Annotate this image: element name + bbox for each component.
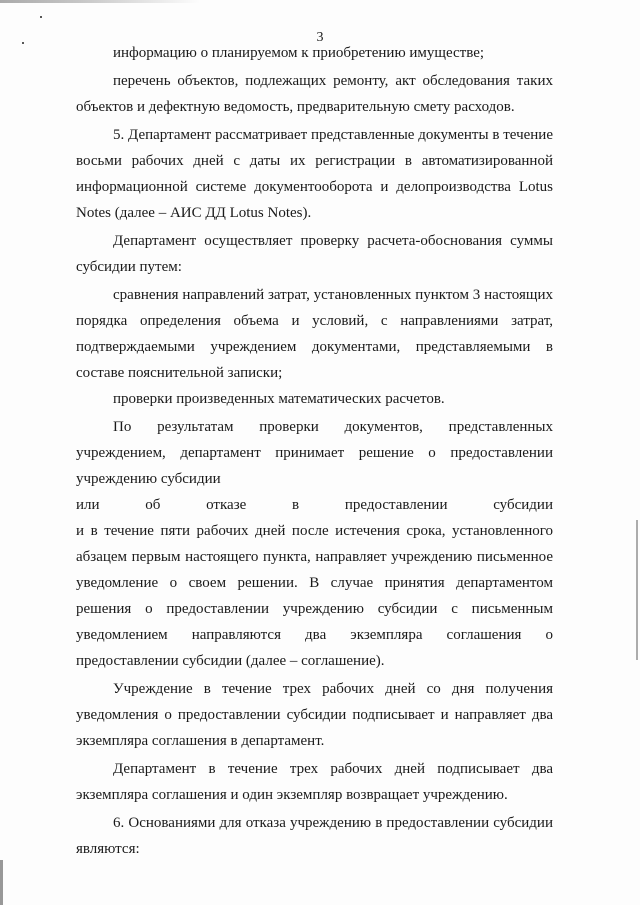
scan-artifact-right <box>636 520 638 660</box>
paragraph: Учреждение в течение трех рабочих дней со дня получения уведомления о предоставлении субсидии подписывает и направляет два экземпляра соглашения в департамент. <box>76 681 553 749</box>
paragraph: информацию о планируемом к приобретению имуществе; <box>113 45 485 61</box>
document-body <box>76 40 553 862</box>
word: об <box>145 497 161 513</box>
spread-text-line <box>76 492 553 518</box>
paragraph: По результатам проверки документов, представленных учреждением, департамент принимает решение о предоставлении учреждению субсидии <box>76 419 553 487</box>
word: предоставлении <box>344 497 448 513</box>
paragraph: и в течение пяти рабочих дней после истечения срока, установленного абзацем первым настоящего пункта, направляет учреждению письменное уведомление о своем решении. В случае принятия департаментом решения о предоставлении учреждению субсидии с письменным уведомлением направляются два экземпляра соглашения о предоставлении субсидии (далее – соглашение). <box>76 523 553 669</box>
paragraph: перечень объектов, подлежащих ремонту, акт обследования таких объектов и дефектную ведомость, предварительную смету расходов. <box>76 73 553 115</box>
scan-speck <box>40 16 42 18</box>
word: отказе <box>206 497 247 513</box>
word: субсидии <box>493 497 553 513</box>
word: или <box>76 497 100 513</box>
page-number: 3 <box>316 30 324 45</box>
paragraph: сравнения направлений затрат, установленных пунктом 3 настоящих порядка определения объема и условий, с направлениями затрат, подтверждаемыми учреждением документами, представляемыми в составе пояснительной записки; <box>76 287 553 381</box>
paragraph: 6. Основаниями для отказа учреждению в предоставлении субсидии являются: <box>76 815 553 857</box>
word: в <box>292 497 300 513</box>
paragraph: Департамент осуществляет проверку расчета-обоснования суммы субсидии путем: <box>76 233 553 275</box>
paragraph: проверки произведенных математических расчетов. <box>113 391 445 407</box>
paragraph: Департамент в течение трех рабочих дней подписывает два экземпляра соглашения и один экземпляр возвращает учреждению. <box>76 761 553 803</box>
paragraph: 5. Департамент рассматривает представленные документы в течение восьми рабочих дней с даты их регистрации в автоматизированной информационной системе документооборота и делопроизводства Lotus Notes (далее – АИС ДД Lotus Notes). <box>76 127 553 221</box>
scan-artifact-top <box>0 0 200 3</box>
scan-artifact-left <box>0 860 3 905</box>
